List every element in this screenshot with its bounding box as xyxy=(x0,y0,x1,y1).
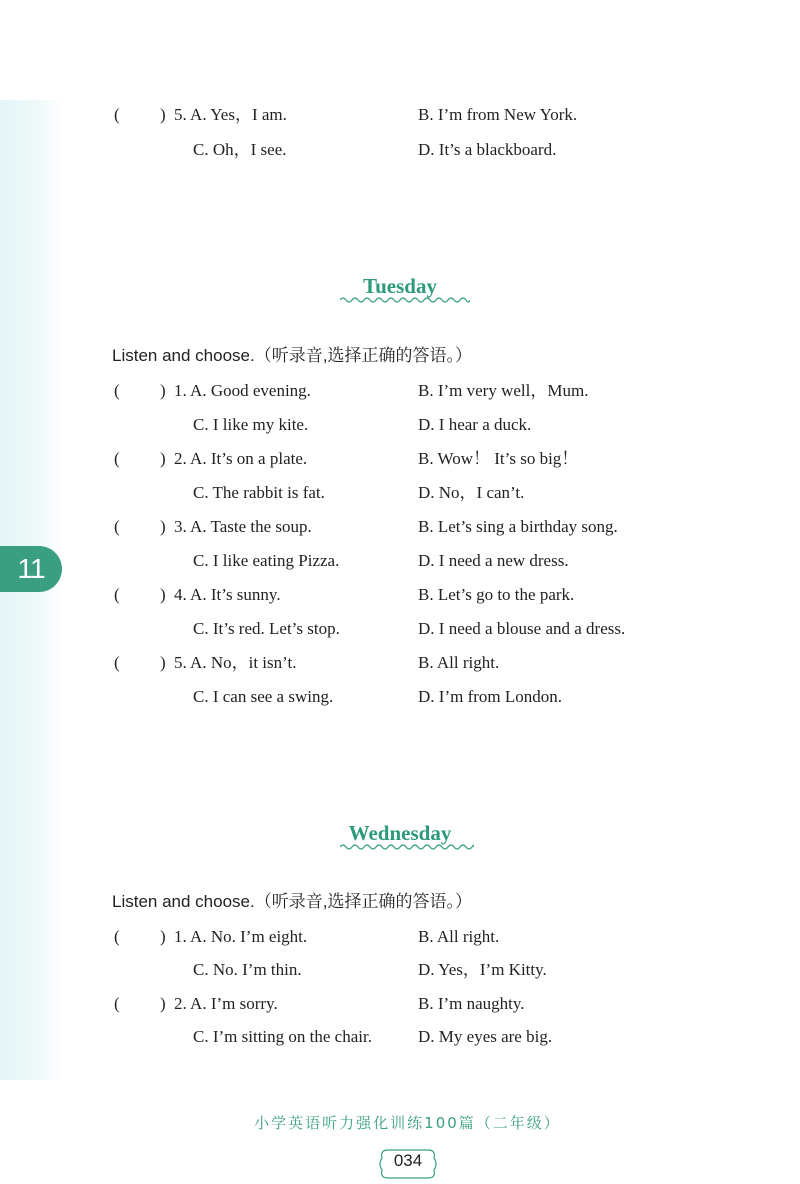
book-title: 小学英语听力强化训练100篇（二年级） xyxy=(254,1114,561,1132)
option-d: D. My eyes are big. xyxy=(418,1027,553,1046)
option-c: C. Oh，I see. xyxy=(193,140,287,159)
option-c: C. I can see a swing. xyxy=(193,687,334,706)
instruction: Listen and choose.（听录音,选择正确的答语。） xyxy=(112,346,472,365)
question-row xyxy=(0,581,800,609)
answer-paren-close: ) xyxy=(160,517,166,536)
option-b: B. All right. xyxy=(418,927,500,946)
option-a: 1. A. No. I’m eight. xyxy=(174,927,308,946)
unit-tab: 11 xyxy=(0,546,62,592)
option-b: B. Let’s sing a birthday song. xyxy=(418,517,618,536)
answer-paren-open: ( xyxy=(114,927,120,946)
option-c: C. I like my kite. xyxy=(193,415,309,434)
option-b: B. I’m very well，Mum. xyxy=(418,381,589,400)
answer-paren-close: ) xyxy=(160,994,166,1013)
question-row-2 xyxy=(0,479,800,507)
question-row xyxy=(0,513,800,541)
section-title-tuesday: Tuesday xyxy=(363,274,437,298)
option-d: D. I hear a duck. xyxy=(418,415,532,434)
answer-paren-open: ( xyxy=(114,105,120,124)
question-row xyxy=(0,101,800,129)
answer-paren-close: ) xyxy=(160,585,166,604)
question-row-2 xyxy=(0,547,800,575)
question-row xyxy=(0,445,800,473)
answer-paren-close: ) xyxy=(160,653,166,672)
page-number: 034 xyxy=(393,1151,423,1170)
question-row xyxy=(0,377,800,405)
option-c: C. I like eating Pizza. xyxy=(193,551,340,570)
answer-paren-close: ) xyxy=(160,449,166,468)
option-a: 3. A. Taste the soup. xyxy=(174,517,312,536)
question-row-2 xyxy=(0,411,800,439)
wave-underline xyxy=(340,296,470,304)
answer-paren-open: ( xyxy=(114,653,120,672)
question-row xyxy=(0,649,800,677)
option-a: 5. A. No，it isn’t. xyxy=(174,653,297,672)
option-b: B. Let’s go to the park. xyxy=(418,585,575,604)
option-d: D. I need a new dress. xyxy=(418,551,569,570)
question-row xyxy=(0,923,800,951)
option-c: C. The rabbit is fat. xyxy=(193,483,325,502)
question-row-2 xyxy=(0,615,800,643)
option-d: D. It’s a blackboard. xyxy=(418,140,557,159)
option-d: D. I need a blouse and a dress. xyxy=(418,619,626,638)
option-a: 4. A. It’s sunny. xyxy=(174,585,281,604)
answer-paren-open: ( xyxy=(114,517,120,536)
option-b: B. All right. xyxy=(418,653,500,672)
option-b: B. I’m from New York. xyxy=(418,105,578,124)
option-d: D. No，I can’t. xyxy=(418,483,525,502)
option-a: 2. A. It’s on a plate. xyxy=(174,449,308,468)
option-c: C. No. I’m thin. xyxy=(193,960,302,979)
wave-underline xyxy=(340,843,474,851)
option-a: 2. A. I’m sorry. xyxy=(174,994,278,1013)
option-c: C. It’s red. Let’s stop. xyxy=(193,619,340,638)
option-c: C. I’m sitting on the chair. xyxy=(193,1027,372,1046)
question-row-2 xyxy=(0,683,800,711)
answer-paren-close: ) xyxy=(160,381,166,400)
section-title-wednesday: Wednesday xyxy=(348,821,452,845)
question-row-2 xyxy=(0,136,800,164)
answer-paren-open: ( xyxy=(114,381,120,400)
question-row xyxy=(0,990,800,1018)
question-row-2 xyxy=(0,1023,800,1051)
option-b: B. I’m naughty. xyxy=(418,994,525,1013)
answer-paren-close: ) xyxy=(160,927,166,946)
answer-paren-open: ( xyxy=(114,449,120,468)
instruction: Listen and choose.（听录音,选择正确的答语。） xyxy=(112,892,472,911)
option-d: D. I’m from London. xyxy=(418,687,563,706)
option-d: D. Yes，I’m Kitty. xyxy=(418,960,547,979)
answer-paren-open: ( xyxy=(114,585,120,604)
answer-paren-open: ( xyxy=(114,994,120,1013)
answer-paren-close: ) xyxy=(160,105,166,124)
option-b: B. Wow！ It’s so big！ xyxy=(418,449,579,468)
option-a: 5. A. Yes，I am. xyxy=(174,105,287,124)
option-a: 1. A. Good evening. xyxy=(174,381,311,400)
question-row-2 xyxy=(0,956,800,984)
